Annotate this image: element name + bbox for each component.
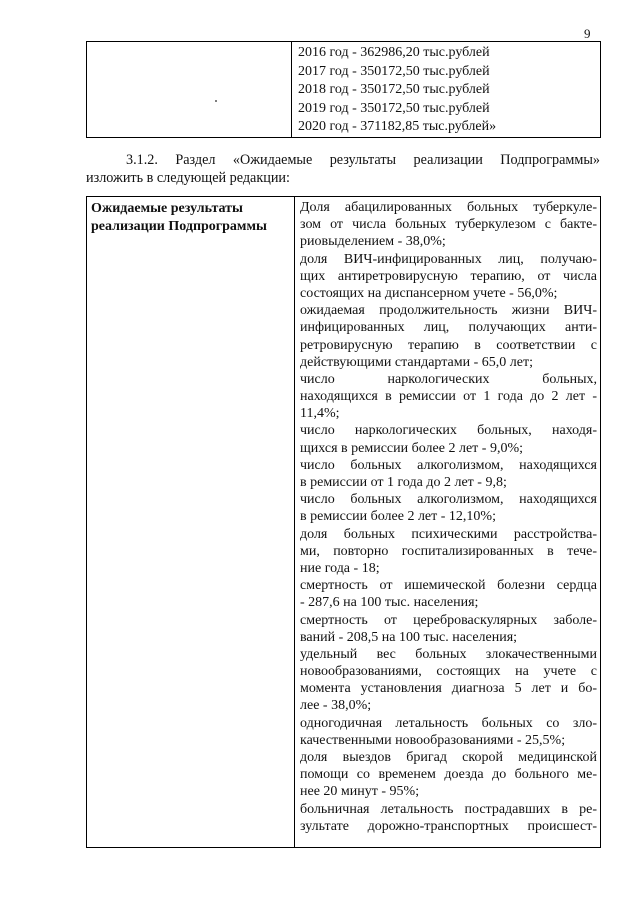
- result-line: инфицированных лиц, получающих анти-: [300, 320, 597, 336]
- funding-line: 2017 год - 350172,50 тыс.рублей: [298, 63, 490, 79]
- funding-table-left-cell: [87, 42, 292, 138]
- result-line: момента установления диагноза 5 лет и бо-: [300, 681, 597, 697]
- result-item: [300, 646, 597, 715]
- result-line: находящихся в ремиссии от 1 года до 2 лет -: [300, 389, 597, 405]
- expected-results-table: [86, 196, 601, 848]
- result-line: смертность от ишемической болезни сердца: [300, 578, 597, 594]
- funding-line: 2018 год - 350172,50 тыс.рублей: [298, 82, 490, 97]
- result-line: ожидаемая продолжительность жизни ВИЧ-: [300, 303, 597, 319]
- result-line: в ремиссии от 1 года до 2 лет - 9,8;: [300, 475, 507, 490]
- funding-line: 2019 год - 350172,50 тыс.рублей: [298, 100, 490, 116]
- result-line: число наркологических больных,: [300, 371, 597, 387]
- result-item: [300, 199, 597, 251]
- result-line: в ремиссии более 2 лет - 12,10%;: [300, 509, 496, 525]
- result-item: [300, 801, 597, 835]
- result-item: [300, 457, 597, 491]
- page-number: 9: [584, 26, 591, 41]
- result-line: новообразованиями, состоящих на учете с: [300, 664, 597, 680]
- result-line: зультате дорожно-транспортных происшест-: [300, 818, 597, 834]
- scan-speck: [215, 100, 217, 102]
- funding-line: 2016 год - 362986,20 тыс.рублей: [298, 45, 490, 60]
- results-heading-cell: [87, 197, 295, 848]
- result-line: доля выездов бригад скорой медицинской: [300, 750, 597, 765]
- result-line: число больных алкоголизмом, находящихся: [300, 457, 597, 473]
- intro-line: изложить в следующей редакции:: [86, 170, 290, 186]
- result-line: риовыделением - 38,0%;: [300, 234, 446, 250]
- result-line: доля ВИЧ-инфицированных лиц, получаю-: [300, 251, 597, 267]
- result-line: - 287,6 на 100 тыс. населения;: [300, 595, 479, 611]
- section-intro: [86, 151, 600, 187]
- result-item: [300, 302, 597, 371]
- result-line: одногодичная летальность больных со зло-: [300, 715, 597, 731]
- result-item: [300, 612, 597, 646]
- result-item: [300, 491, 597, 525]
- result-line: ваний - 208,5 на 100 тыс. населения;: [300, 629, 518, 645]
- result-line: доля больных психическими расстройства-: [300, 526, 597, 542]
- result-item: [300, 371, 597, 423]
- result-item: [300, 715, 597, 749]
- result-item: [300, 526, 597, 578]
- result-line: действующими стандартами - 65,0 лет;: [300, 354, 533, 370]
- result-line: Доля абацилированных больных туберкуле-: [300, 200, 597, 215]
- result-line: нее 20 минут - 95%;: [300, 784, 420, 800]
- result-item: [300, 577, 597, 611]
- result-line: ретровирусную терапию в соответствии с: [300, 337, 597, 353]
- result-line: число больных алкоголизмом, находящихся: [300, 492, 597, 508]
- result-line: 11,4%;: [300, 406, 340, 422]
- result-item: [300, 749, 597, 801]
- result-line: состоящих на диспансерном учете - 56,0%;: [300, 285, 558, 301]
- results-heading: Ожидаемые результаты: [91, 201, 243, 216]
- result-line: смертность от цереброваскулярных заболе-: [300, 612, 597, 628]
- result-line: лее - 38,0%;: [300, 698, 372, 714]
- intro-line: 3.1.2. Раздел «Ожидаемые результаты реализации Подпрограммы»: [126, 152, 600, 168]
- result-line: удельный вес больных злокачественными: [300, 646, 597, 662]
- result-line: число наркологических больных, находя-: [300, 423, 597, 439]
- result-line: больничная летальность пострадавших в ре-: [300, 801, 597, 817]
- result-line: качественными новообразованиями - 25,5%;: [300, 732, 566, 748]
- result-line: ние года - 18;: [300, 560, 380, 576]
- result-line: помощи со временем доезда до больного ме-: [300, 767, 597, 783]
- funding-table: [86, 41, 601, 138]
- results-list: [300, 199, 597, 835]
- funding-line: 2020 год - 371182,85 тыс.рублей»: [298, 119, 497, 134]
- results-heading: реализации Подпрограммы: [91, 219, 267, 234]
- result-line: щихся в ремиссии более 2 лет - 9,0%;: [300, 440, 523, 456]
- result-line: ми, повторно госпитализированных в тече-: [300, 543, 597, 559]
- result-line: щих антиретровирусную терапию, от числа: [300, 268, 597, 284]
- funding-table-right-cell: [292, 42, 601, 138]
- result-line: зом от числа больных туберкулезом с бакте-: [300, 217, 597, 233]
- result-item: [300, 251, 597, 303]
- results-body-cell: [295, 197, 601, 848]
- result-item: [300, 422, 597, 456]
